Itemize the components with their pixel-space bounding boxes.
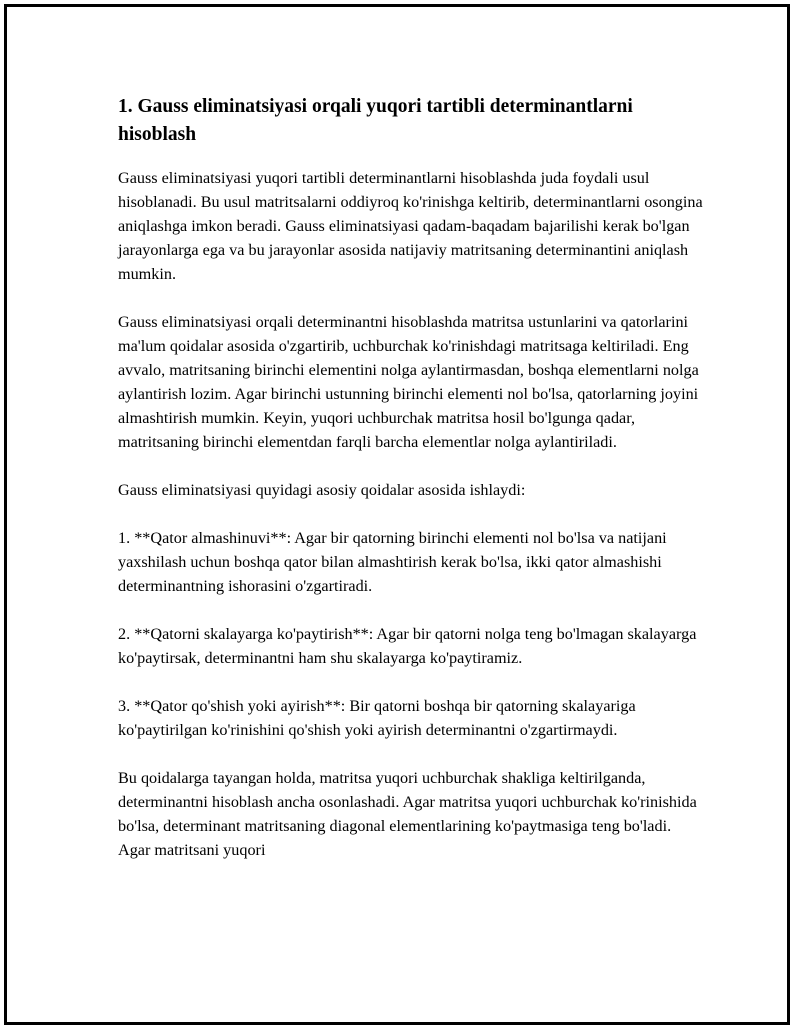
paragraph-rules-intro: Gauss eliminatsiyasi quyidagi asosiy qoidalar asosida ishlaydi: xyxy=(118,481,526,499)
document-body xyxy=(118,93,703,886)
paragraph-intro: Gauss eliminatsiyasi yuqori tartibli determinantlarni hisoblashda juda foydali usul hisoblanadi. Bu usul matritsalarni oddiyroq ko'rinishga keltirib, determinantlarni osongina aniqlashga imkon beradi. Gauss eliminatsiyasi qadam-baqadam bajarilishi kerak bo'lgan jarayonlarga ega va bu jarayonlar asosida natijaviy matritsaning determinantini aniqlash mumkin. xyxy=(118,169,703,283)
section-heading: 1. Gauss eliminatsiyasi orqali yuqori tartibli determinantlarni hisoblash xyxy=(118,96,633,145)
rule-row-scale: 2. **Qatorni skalayarga ko'paytirish**: Agar bir qatorni nolga teng bo'lmagan skalayarga ko'paytirsak, determinantni ham shu skalayarga ko'paytiramiz. xyxy=(118,625,697,667)
rule-row-add: 3. **Qator qo'shish yoki ayirish**: Bir qatorni boshqa bir qatorning skalayariga ko'paytirilgan ko'rinishini qo'shish yoki ayirish determinantni o'zgartirmaydi. xyxy=(118,697,636,739)
paragraph-method: Gauss eliminatsiyasi orqali determinantni hisoblashda matritsa ustunlarini va qatorlarini ma'lum qoidalar asosida o'zgartirib, uchburchak ko'rinishdagi matritsaga keltiriladi. Eng avvalo, matritsaning birinchi elementini nolga aylantirmasdan, boshqa elementlarni nolga aylantirish lozim. Agar birinchi ustunning birinchi elementi nol bo'lsa, qatorlarning joyini almashtirish mumkin. Keyin, yuqori uchburchak matritsa hosil bo'lgunga qadar, matritsaning birinchi elementdan farqli barcha elementlar nolga aylantiriladi. xyxy=(118,313,699,451)
paragraph-conclusion: Bu qoidalarga tayangan holda, matritsa yuqori uchburchak shakliga keltirilganda, determinantni hisoblash ancha osonlashadi. Agar matritsa yuqori uchburchak ko'rinishida bo'lsa, determinant matritsaning diagonal elementlarining ko'paytmasiga teng bo'ladi. Agar matritsani yuqori xyxy=(118,769,697,859)
rule-row-swap: 1. **Qator almashinuvi**: Agar bir qatorning birinchi elementi nol bo'lsa va natijani yaxshilash uchun boshqa qator bilan almashtirish kerak bo'lsa, ikki qator almashishi determinantning ishorasini o'zgartiradi. xyxy=(118,529,667,595)
